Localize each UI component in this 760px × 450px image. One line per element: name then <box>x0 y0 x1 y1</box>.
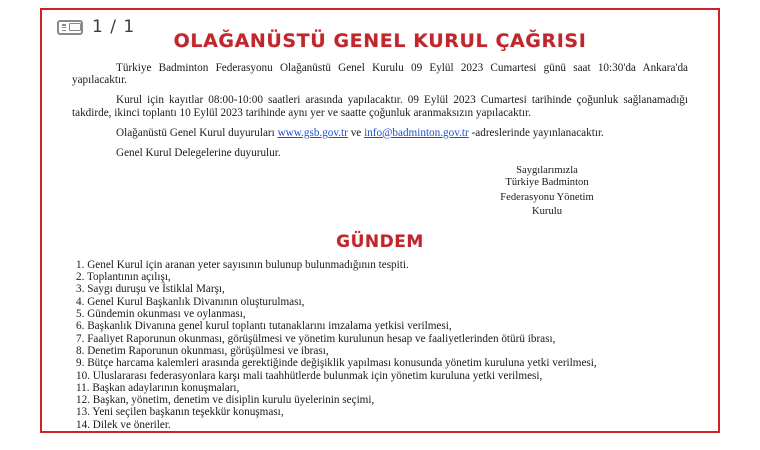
document-paragraph-2: Kurul için kayıtlar 08:00-10:00 saatleri arasında yapılacaktır. 09 Eylül 2023 Cumartesi tarihinde çoğunluk sağlanamadığı takdirde, ikinci toplantı 10 Eylül 2023 tarihinde aynı yer ve saatte çoğunluk aranmaksızın yapılacaktır. <box>72 94 688 119</box>
signature-line-2: Türkiye Badminton <box>505 176 589 188</box>
agenda-item: Başkanlık Divanına genel kurul toplantı tutanaklarını imzalama yetkisi verilmesi, <box>87 320 452 333</box>
announcement-conjunction: ve <box>347 126 365 139</box>
agenda-item: Bütçe harcama kalemleri arasında gerektiğinde değişiklik yapılması konusunda yönetim kuruluna yetki verilmesi, <box>87 357 597 370</box>
document-page <box>40 8 720 433</box>
delegate-notice: Genel Kurul Delegelerine duyurulur. <box>116 147 281 160</box>
signature-line-3: Federasyonu Yönetim <box>500 192 594 204</box>
page-indicator-chip[interactable] <box>57 17 135 37</box>
document-page-content <box>42 10 718 431</box>
agenda-item: Yeni seçilen başkanın teşekkür konuşması, <box>92 406 284 419</box>
agenda-item: Faaliyet Raporunun okunması, görüşülmesi ve yönetim kurulunun hesap ve faaliyetlerinden ötürü ibrası, <box>87 332 556 345</box>
document-announcement-paragraph <box>64 127 696 139</box>
agenda-item: Denetim Raporunun okunması, görüşülmesi ve ibrası, <box>87 344 329 357</box>
agenda-item: Uluslararası federasyonlara karşı mali taahhütlerde bulunmak için yönetim kuruluna yetki verilmesi, <box>92 369 543 382</box>
agenda-item: Saygı duruşu ve İstiklal Marşı, <box>87 283 225 296</box>
agenda-item: Başkan adaylarının konuşmaları, <box>92 381 240 394</box>
website-link[interactable]: www.gsb.gov.tr <box>277 126 348 139</box>
signature-line-1: Saygılarımızla <box>516 165 578 177</box>
email-link[interactable]: info@badminton.gov.tr <box>364 126 469 139</box>
document-paragraph-1: Türkiye Badminton Federasyonu Olağanüstü Genel Kurulu 09 Eylül 2023 Cumartesi günü saat 10:30'da Ankara'da yapılacaktır. <box>72 62 688 87</box>
document-title: OLAĞANÜSTÜ GENEL KURUL ÇAĞRISI <box>173 30 587 52</box>
signature-block <box>442 165 652 218</box>
agenda-item: Genel Kurul için aranan yeter sayısının bulunup bulunmadığının tespiti. <box>87 258 409 271</box>
agenda-item: Başkan, yönetim, denetim ve disiplin kurulu üyelerinin seçimi, <box>92 394 375 407</box>
page-thumbnail-icon[interactable] <box>57 20 83 35</box>
page-number-label: 1 / 1 <box>92 17 136 37</box>
agenda-list <box>64 259 696 431</box>
agenda-item: Toplantının açılışı, <box>87 271 171 284</box>
agenda-item: Genel Kurul Başkanlık Divanının oluşturulması, <box>87 295 305 308</box>
signature-line-4: Kurulu <box>531 206 562 218</box>
agenda-item: Dilek ve öneriler. <box>92 418 171 431</box>
agenda-item: Gündemin okunması ve oylanması, <box>87 308 246 321</box>
announcement-prefix: Olağanüstü Genel Kurul duyuruları <box>116 126 278 139</box>
agenda-heading: GÜNDEM <box>336 231 424 252</box>
announcement-suffix: -adreslerinde yayınlanacaktır. <box>468 126 604 139</box>
